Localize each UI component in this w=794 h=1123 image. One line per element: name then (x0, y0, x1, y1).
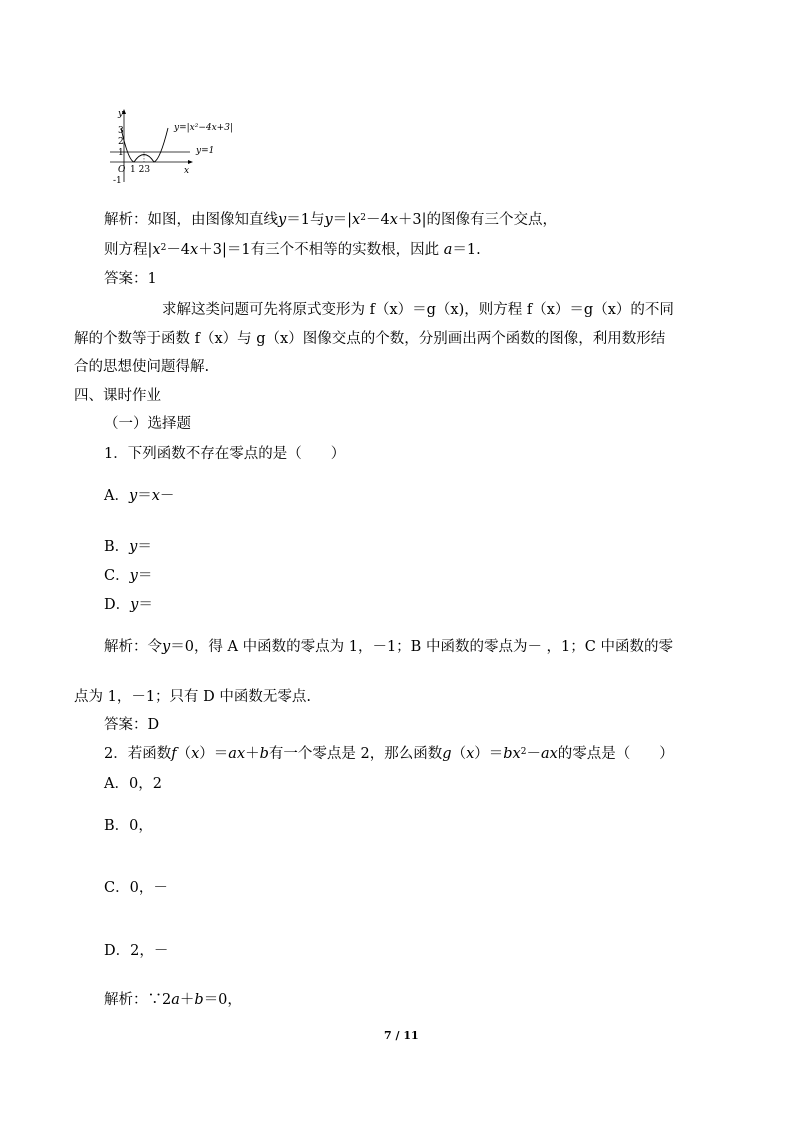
q1-option-d-label: D． (104, 597, 131, 613)
q2-stem: 2．若函数f（x）＝ax＋b有一个零点是 2，那么函数$g(x)=bx^2-ax$的零点是（ ） (104, 746, 674, 762)
y-tick-2: 2 (118, 137, 124, 147)
y-axis-label: y (118, 109, 124, 119)
q1-analysis-b: ，得 A 中函数的零点为 1，－1；B 中函数的零点为－ ，1；C 中函数的零 (193, 639, 673, 655)
q1-stem: 1．下列函数不存在零点的是（ ） (104, 446, 346, 462)
q2-analysis-label: 解析：∵ (104, 992, 162, 1008)
q1-analysis-a: 解析：令 (104, 639, 162, 655)
y-tick-3: 3 (118, 126, 124, 136)
q2-option-a: A．0，2 (104, 776, 162, 792)
tip-line1: 求解这类问题可先将原式变形为 f（x）＝g（x)，则方程 f（x）＝g（x）的不同 (162, 302, 674, 318)
x-axis-arrow (188, 160, 193, 164)
line-label: y=1 (196, 146, 215, 156)
curve-label: y=|x²−4x+3| (174, 123, 233, 133)
q1-option-d: D．y＝ (104, 597, 153, 613)
q2-option-c: C．0，－ (104, 880, 168, 896)
q1-analysis-line1: 解析：令y＝0，得 A 中函数的零点为 1，－1；B 中函数的零点为－ ，1；C 中函数的零 (104, 639, 673, 655)
q2-stem-c: 的零点是（ ） (557, 746, 674, 762)
function-graph (104, 102, 244, 188)
section-title: 四、课时作业 (74, 388, 161, 404)
q1-answer: 答案：D (104, 717, 160, 733)
q2-option-b: B．0， (104, 818, 153, 834)
solution1-line1: 解析：如图，由图像知直线y＝1与$y=|x^2-4x+3|$的图像有三个交点， (104, 212, 557, 228)
tip-line2: 解的个数等于函数 f（x）与 g（x）图像交点的个数，分别画出两个函数的图像，利用数形结 (74, 331, 666, 347)
section-subtitle: （一）选择题 (104, 416, 191, 432)
solution1-text-b: 与 (309, 212, 325, 228)
solution1-answer: 答案：1 (104, 271, 157, 287)
y-tick-1: 1 (118, 148, 124, 158)
q1-option-a: A．y＝x－ (104, 488, 175, 504)
curve (121, 128, 168, 162)
tip-line3: 合的思想使问题得解. (74, 359, 210, 375)
q2-option-d: D．2，－ (104, 943, 169, 959)
y-tick-minus1: -1 (113, 176, 122, 186)
q1-option-c-label: C． (104, 568, 130, 584)
x-axis-label: x (184, 166, 190, 176)
q1-option-c: C．y＝ (104, 568, 153, 584)
q1-option-b: B．y＝ (104, 539, 152, 555)
solution1-text-c: 的图像有三个交点， (426, 212, 557, 228)
q2-stem-b: 有一个零点是 2，那么函数 (268, 746, 443, 762)
x-ticks: 1 23 (130, 165, 151, 175)
solution1-text-e: 有三个不相等的实数根，因此 (250, 242, 440, 258)
page-number: 7 / 11 (384, 1029, 419, 1042)
q2-stem-a: 2．若函数 (104, 746, 172, 762)
q1-option-a-label: A． (104, 488, 129, 504)
q2-analysis: 解析：∵2a＋b＝0， (104, 992, 242, 1008)
solution1-text-a: 解析：如图，由图像知直线 (104, 212, 278, 228)
solution1-text-d: 则方程 (104, 242, 148, 258)
origin-label: O (118, 165, 126, 175)
solution1-line2: 则方程$|x^2-4x+3|=1$有三个不相等的实数根，因此 a＝1. (104, 242, 481, 258)
q1-analysis-line2: 点为 1，－1；只有 D 中函数无零点. (74, 689, 312, 705)
q1-option-b-label: B． (104, 539, 130, 555)
